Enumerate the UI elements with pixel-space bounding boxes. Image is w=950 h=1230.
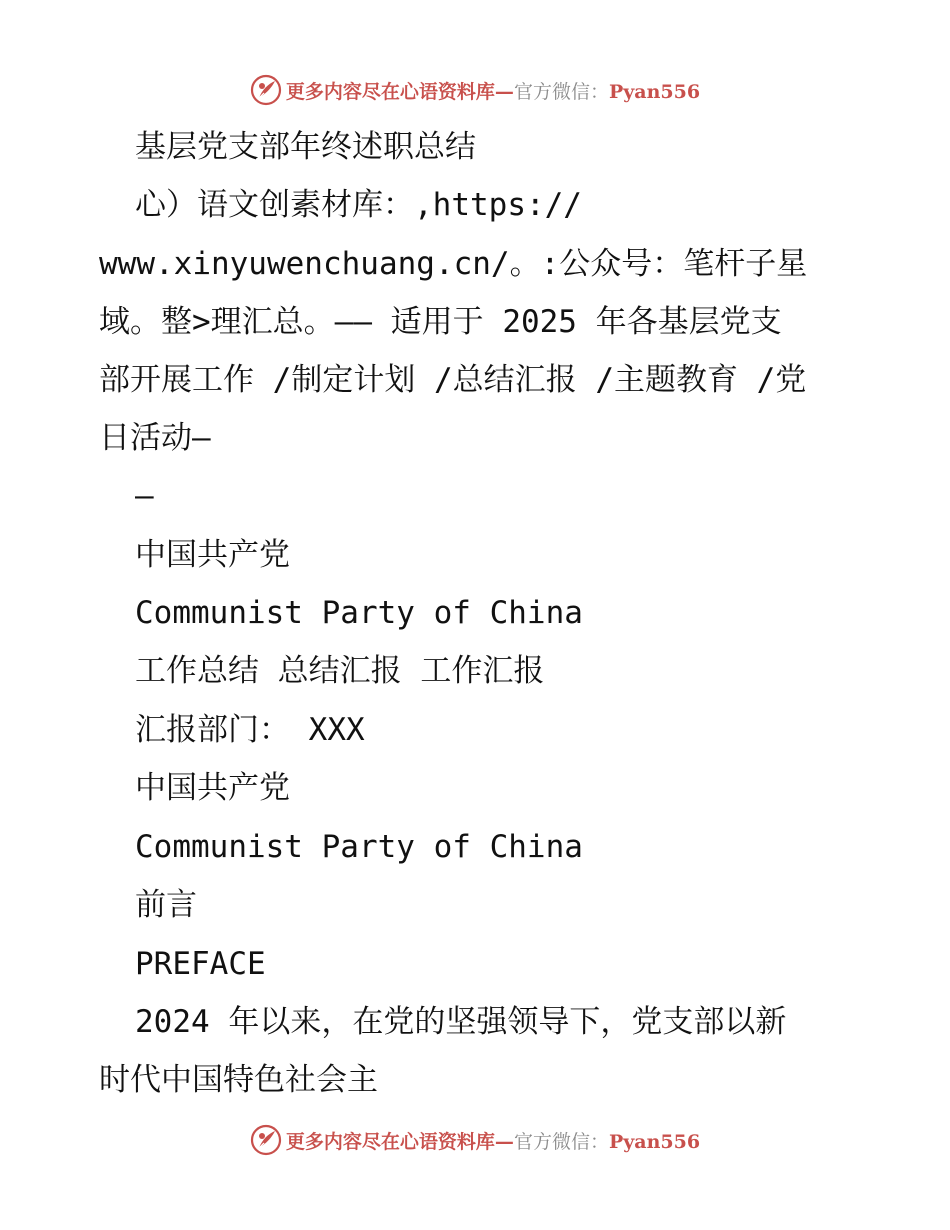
watermark-prefix: 更多内容尽在心语资料库— [285, 80, 514, 103]
feather-pen-logo-icon [250, 1124, 282, 1156]
preface-heading-en: PREFACE [135, 946, 266, 982]
preface-heading-cn: 前言 [135, 887, 197, 923]
report-categories: 工作总结 总结汇报 工作汇报 [135, 653, 545, 689]
usage-line-3: 日活动— [99, 420, 211, 456]
source-line: 心）语文创素材库：,https:// [135, 187, 582, 223]
usage-line-1: 域。整>理汇总。—— 适用于 2025 年各基层党支 [99, 304, 782, 340]
watermark-label: 官方微信： [513, 80, 609, 103]
party-name-en-2: Communist Party of China [135, 829, 583, 865]
body-paragraph-line-1: 2024 年以来，在党的坚强领导下，党支部以新 [135, 1004, 787, 1040]
report-department: 汇报部门： XXX [135, 712, 365, 748]
dash-line: — [135, 478, 154, 514]
source-url-line: www.xinyuwenchuang.cn/。:公众号：笔杆子星 [99, 246, 808, 282]
party-name-cn-2: 中国共产党 [135, 770, 290, 806]
document-title: 基层党支部年终述职总结 [135, 129, 476, 165]
watermark-account: Pyan556 [608, 1130, 701, 1153]
party-name-cn: 中国共产党 [135, 537, 290, 573]
watermark-account: Pyan556 [608, 80, 701, 103]
watermark-label: 官方微信： [513, 1130, 609, 1153]
watermark-text [286, 1127, 700, 1154]
footer-watermark-banner [0, 1120, 950, 1160]
usage-line-2: 部开展工作 /制定计划 /总结汇报 /主题教育 /党 [99, 362, 807, 398]
party-name-en: Communist Party of China [135, 595, 583, 631]
body-paragraph-line-2: 时代中国特色社会主 [99, 1062, 378, 1098]
watermark-prefix: 更多内容尽在心语资料库— [285, 1130, 514, 1153]
